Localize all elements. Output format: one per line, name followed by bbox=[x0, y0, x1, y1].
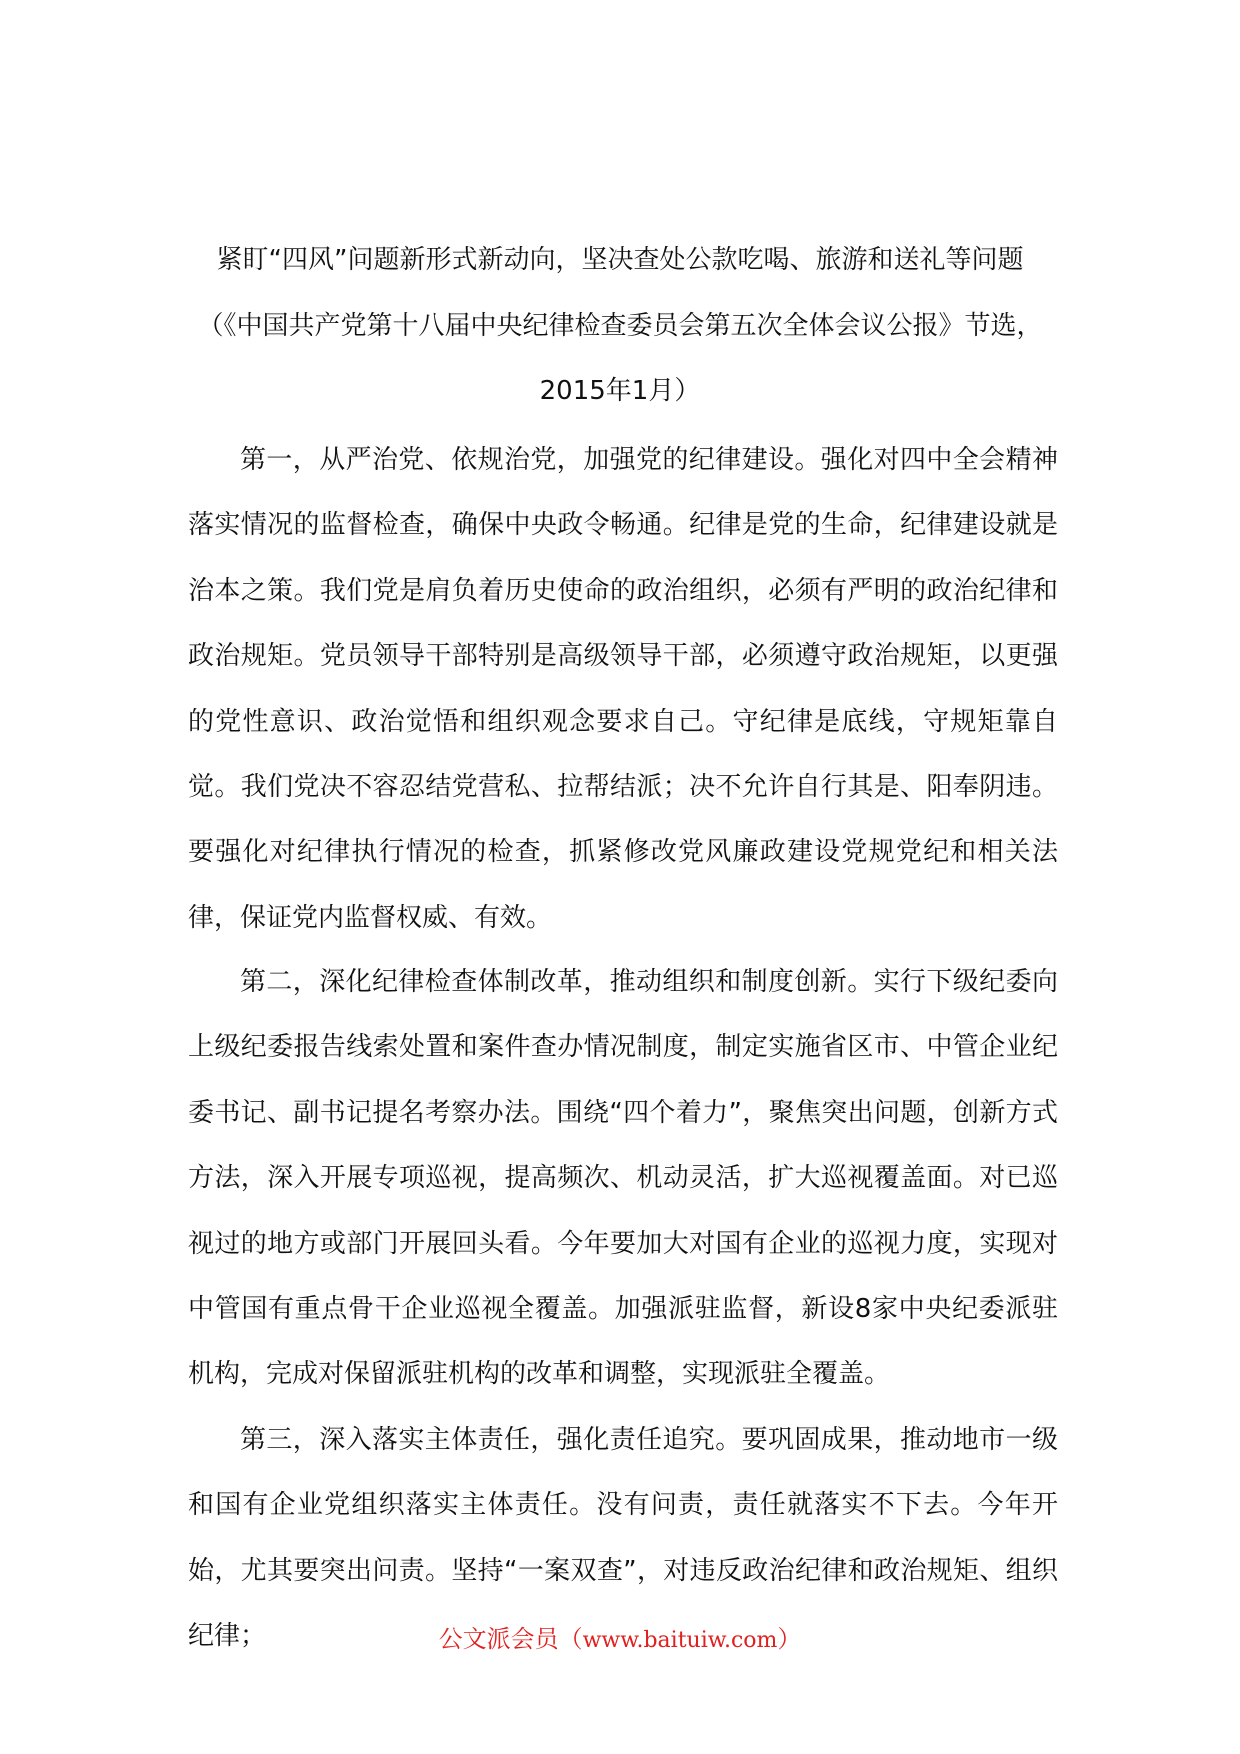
paragraph-1: 第一，从严治党、依规治党，加强党的纪律建设。强化对四中全会精神落实情况的监督检查，确保中央政令畅通。纪律是党的生命，纪律建设就是治本之策。我们党是肩负着历史使命的政治组织，必须有严明的政治纪律和政治规矩。党员领导干部特别是高级领导干部，必须遵守政治规矩，以更强的党性意识、政治觉悟和组织观念要求自己。守纪律是底线，守规矩靠自觉。我们党决不容忍结党营私、拉帮结派；决不允许自行其是、阳奉阴违。要强化对纪律执行情况的检查，抓紧修改党风廉政建设党规党纪和相关法律，保证党内监督权威、有效。 bbox=[188, 445, 1058, 933]
paragraph-3: 第三，深入落实主体责任，强化责任追究。要巩固成果，推动地市一级和国有企业党组织落实主体责任。没有问责，责任就落实不下去。今年开始，尤其要突出问责。坚持“一案双查”，对违反政治纪律和政治规矩、组织纪律； bbox=[188, 1425, 1058, 1652]
footer-url[interactable]: www.baituiw.com bbox=[582, 1628, 778, 1653]
footer-paren-close: ） bbox=[777, 1625, 802, 1653]
document-title: 紧盯“四风”问题新形式新动向，坚决查处公款吃喝、旅游和送礼等问题 bbox=[216, 245, 1024, 275]
footer-label: 公文派会员 bbox=[438, 1625, 559, 1653]
paragraph-2: 第二，深化纪律检查体制改革，推动组织和制度创新。实行下级纪委向上级纪委报告线索处置和案件查办情况制度，制定实施省区市、中管企业纪委书记、副书记提名考察办法。围绕“四个着力”，聚焦突出问题，创新方式方法，深入开展专项巡视，提高频次、机动灵活，扩大巡视覆盖面。对已巡视过的地方或部门开展回头看。今年要加大对国有企业的巡视力度，实现对中管国有重点骨干企业巡视全覆盖。加强派驻监督，新设8家中央纪委派驻机构，完成对保留派驻机构的改革和调整，实现派驻全覆盖。 bbox=[188, 967, 1058, 1390]
footer-watermark bbox=[0, 1624, 1240, 1656]
source-line-1: （《中国共产党第十八届中央纪律检查委员会第五次全体会议公报》节选， bbox=[197, 311, 1043, 341]
source-line-2: 2015年1月） bbox=[539, 376, 701, 406]
footer-paren-open: （ bbox=[558, 1625, 583, 1653]
